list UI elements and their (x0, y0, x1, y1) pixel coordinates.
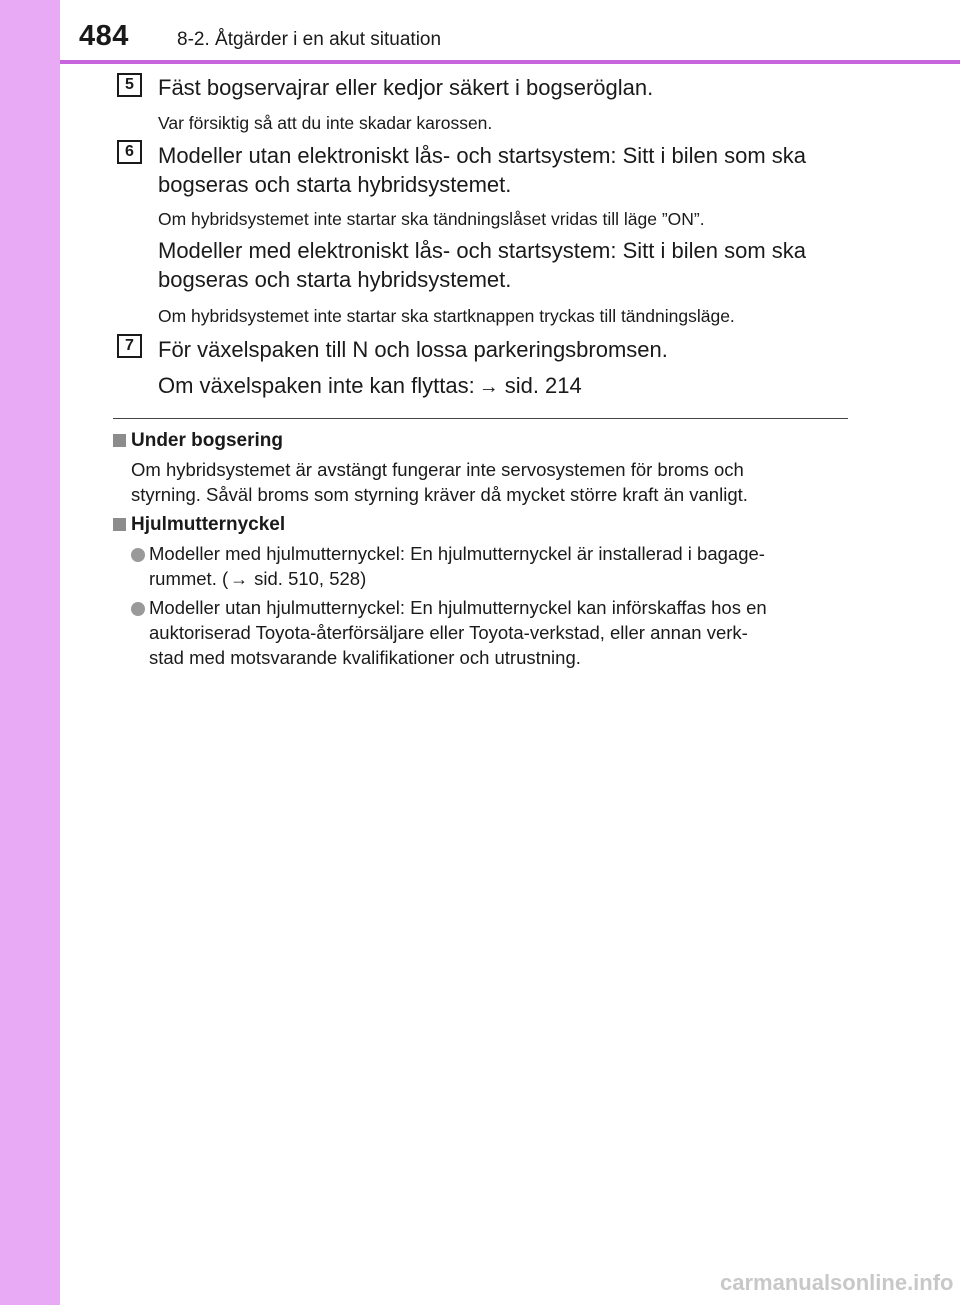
note-hjul-b1-line2 (149, 568, 366, 590)
section-title: 8-2. Åtgärder i en akut situation (177, 29, 442, 50)
arrow-right-icon: → (230, 569, 249, 589)
step-number-6: 6 (117, 140, 142, 164)
note-heading-under-bogsering: Under bogsering (131, 430, 284, 451)
step-6a-note: Om hybridsystemet inte startar ska tändningslåset vridas till läge ”ON”. (158, 209, 705, 229)
step-6a-line1: Modeller utan elektroniskt lås- och startsystem: Sitt i bilen som ska (158, 143, 807, 168)
square-bullet-icon (113, 434, 126, 447)
step-7-text: För växelspaken till N och lossa parkeringsbromsen. (158, 337, 668, 362)
note-heading-hjulmutternyckel: Hjulmutternyckel (131, 514, 286, 535)
step-7-ref-prefix: Om växelspaken inte kan flyttas: (158, 373, 475, 398)
header-rule (60, 60, 960, 64)
round-bullet-icon (131, 602, 145, 616)
section-divider (113, 418, 848, 419)
step-6b-note: Om hybridsystemet inte startar ska startknappen tryckas till tändningsläge. (158, 306, 735, 326)
step-6b-line2: bogseras och starta hybridsystemet. (158, 267, 512, 292)
step-7-reference (158, 373, 582, 399)
note-hjul-b1-line1: Modeller med hjulmutternyckel: En hjulmutternyckel är installerad i bagage- (149, 543, 765, 564)
step-5-note: Var försiktig så att du inte skadar karossen. (158, 113, 493, 133)
arrow-right-icon: → (478, 376, 499, 398)
step-7-ref-link[interactable]: sid. 214 (504, 373, 582, 398)
note-hjul-b2-line1: Modeller utan hjulmutternyckel: En hjulmutternyckel kan införskaffas hos en (149, 597, 767, 618)
round-bullet-icon (131, 548, 145, 562)
step-5-text: Fäst bogservajrar eller kedjor säkert i bogseröglan. (158, 75, 654, 100)
note-hjul-b1-ref-link[interactable]: sid. 510, 528) (254, 568, 367, 589)
note-hjul-b2-line2: auktoriserad Toyota-återförsäljare eller Toyota-verkstad, eller annan verk- (149, 622, 748, 643)
square-bullet-icon (113, 518, 126, 531)
step-number-5: 5 (117, 73, 142, 97)
note-under-bogsering-line1: Om hybridsystemet är avstängt fungerar inte servosystemen för broms och (131, 459, 744, 480)
watermark: carmanualsonline.info (720, 1270, 954, 1295)
step-6a-line2: bogseras och starta hybridsystemet. (158, 172, 512, 197)
note-under-bogsering-line2: styrning. Såväl broms som styrning kräver då mycket större kraft än vanligt. (131, 484, 748, 505)
side-tab-strip (0, 0, 60, 1305)
step-6b-line1: Modeller med elektroniskt lås- och startsystem: Sitt i bilen som ska (158, 238, 807, 263)
note-hjul-b1-prefix: rummet. ( (149, 568, 229, 589)
step-number-7: 7 (117, 334, 142, 358)
note-hjul-b2-line3: stad med motsvarande kvalifikationer och utrustning. (149, 647, 581, 668)
page-number: 484 (79, 20, 129, 52)
